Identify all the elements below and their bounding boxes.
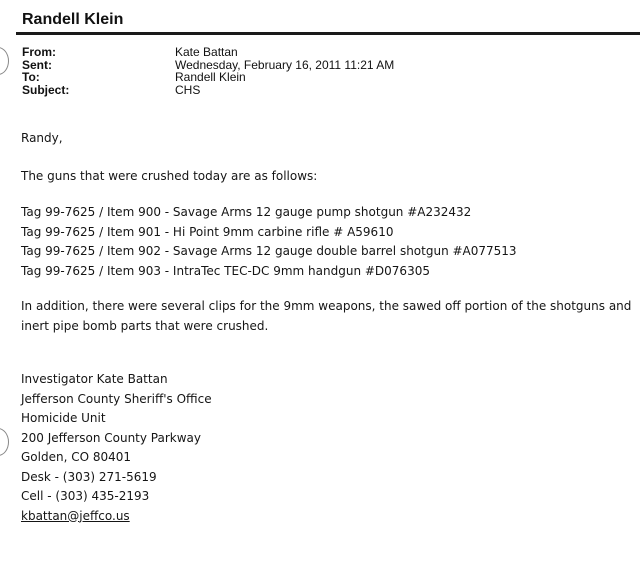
- greeting: Randy,: [21, 131, 63, 145]
- addition-line-1: In addition, there were several clips for the 9mm weapons, the sawed off portion of the shotguns and: [21, 299, 632, 313]
- header-divider: [16, 32, 640, 35]
- signature-unit: Homicide Unit: [21, 411, 106, 425]
- binder-hole-top: [0, 47, 9, 75]
- signature-office: Jefferson County Sheriff's Office: [21, 391, 212, 406]
- to-value: Randell Klein: [175, 70, 246, 84]
- crushed-items-list: [21, 203, 640, 281]
- addition-line-2: inert pipe bomb parts that were crushed.: [21, 318, 269, 333]
- signature-title-name: Investigator Kate Battan: [21, 372, 168, 386]
- signature-city: Golden, CO 80401: [21, 450, 132, 464]
- list-item: Tag 99-7625 / Item 902 - Savage Arms 12 gauge double barrel shotgun #A077513: [21, 244, 517, 258]
- signature-block: [21, 370, 640, 526]
- sent-value: Wednesday, February 16, 2011 11:21 AM: [175, 57, 395, 72]
- list-item: Tag 99-7625 / Item 901 - Hi Point 9mm carbine rifle # A59610: [21, 224, 394, 239]
- intro-line: The guns that were crushed today are as follows:: [21, 168, 318, 183]
- list-item: Tag 99-7625 / Item 900 - Savage Arms 12 gauge pump shotgun #A232432: [21, 205, 472, 219]
- from-value: Kate Battan: [175, 45, 238, 59]
- binder-hole-bottom: [0, 428, 9, 456]
- signature-email-link[interactable]: kbattan@jeffco.us: [21, 508, 130, 523]
- mailbox-owner-name: Randell Klein: [22, 11, 124, 28]
- from-label: From:: [22, 45, 56, 59]
- signature-street: 200 Jefferson County Parkway: [21, 430, 201, 445]
- list-item: Tag 99-7625 / Item 903 - IntraTec TEC-DC 9mm handgun #D076305: [21, 263, 430, 278]
- sent-label: Sent:: [22, 57, 52, 72]
- email-body: [21, 129, 640, 526]
- signature-desk-phone: Desk - (303) 271-5619: [21, 469, 157, 484]
- signature-cell-phone: Cell - (303) 435-2193: [21, 489, 150, 503]
- subject-value: CHS: [175, 82, 201, 97]
- to-label: To:: [22, 70, 40, 84]
- subject-label: Subject:: [22, 82, 70, 97]
